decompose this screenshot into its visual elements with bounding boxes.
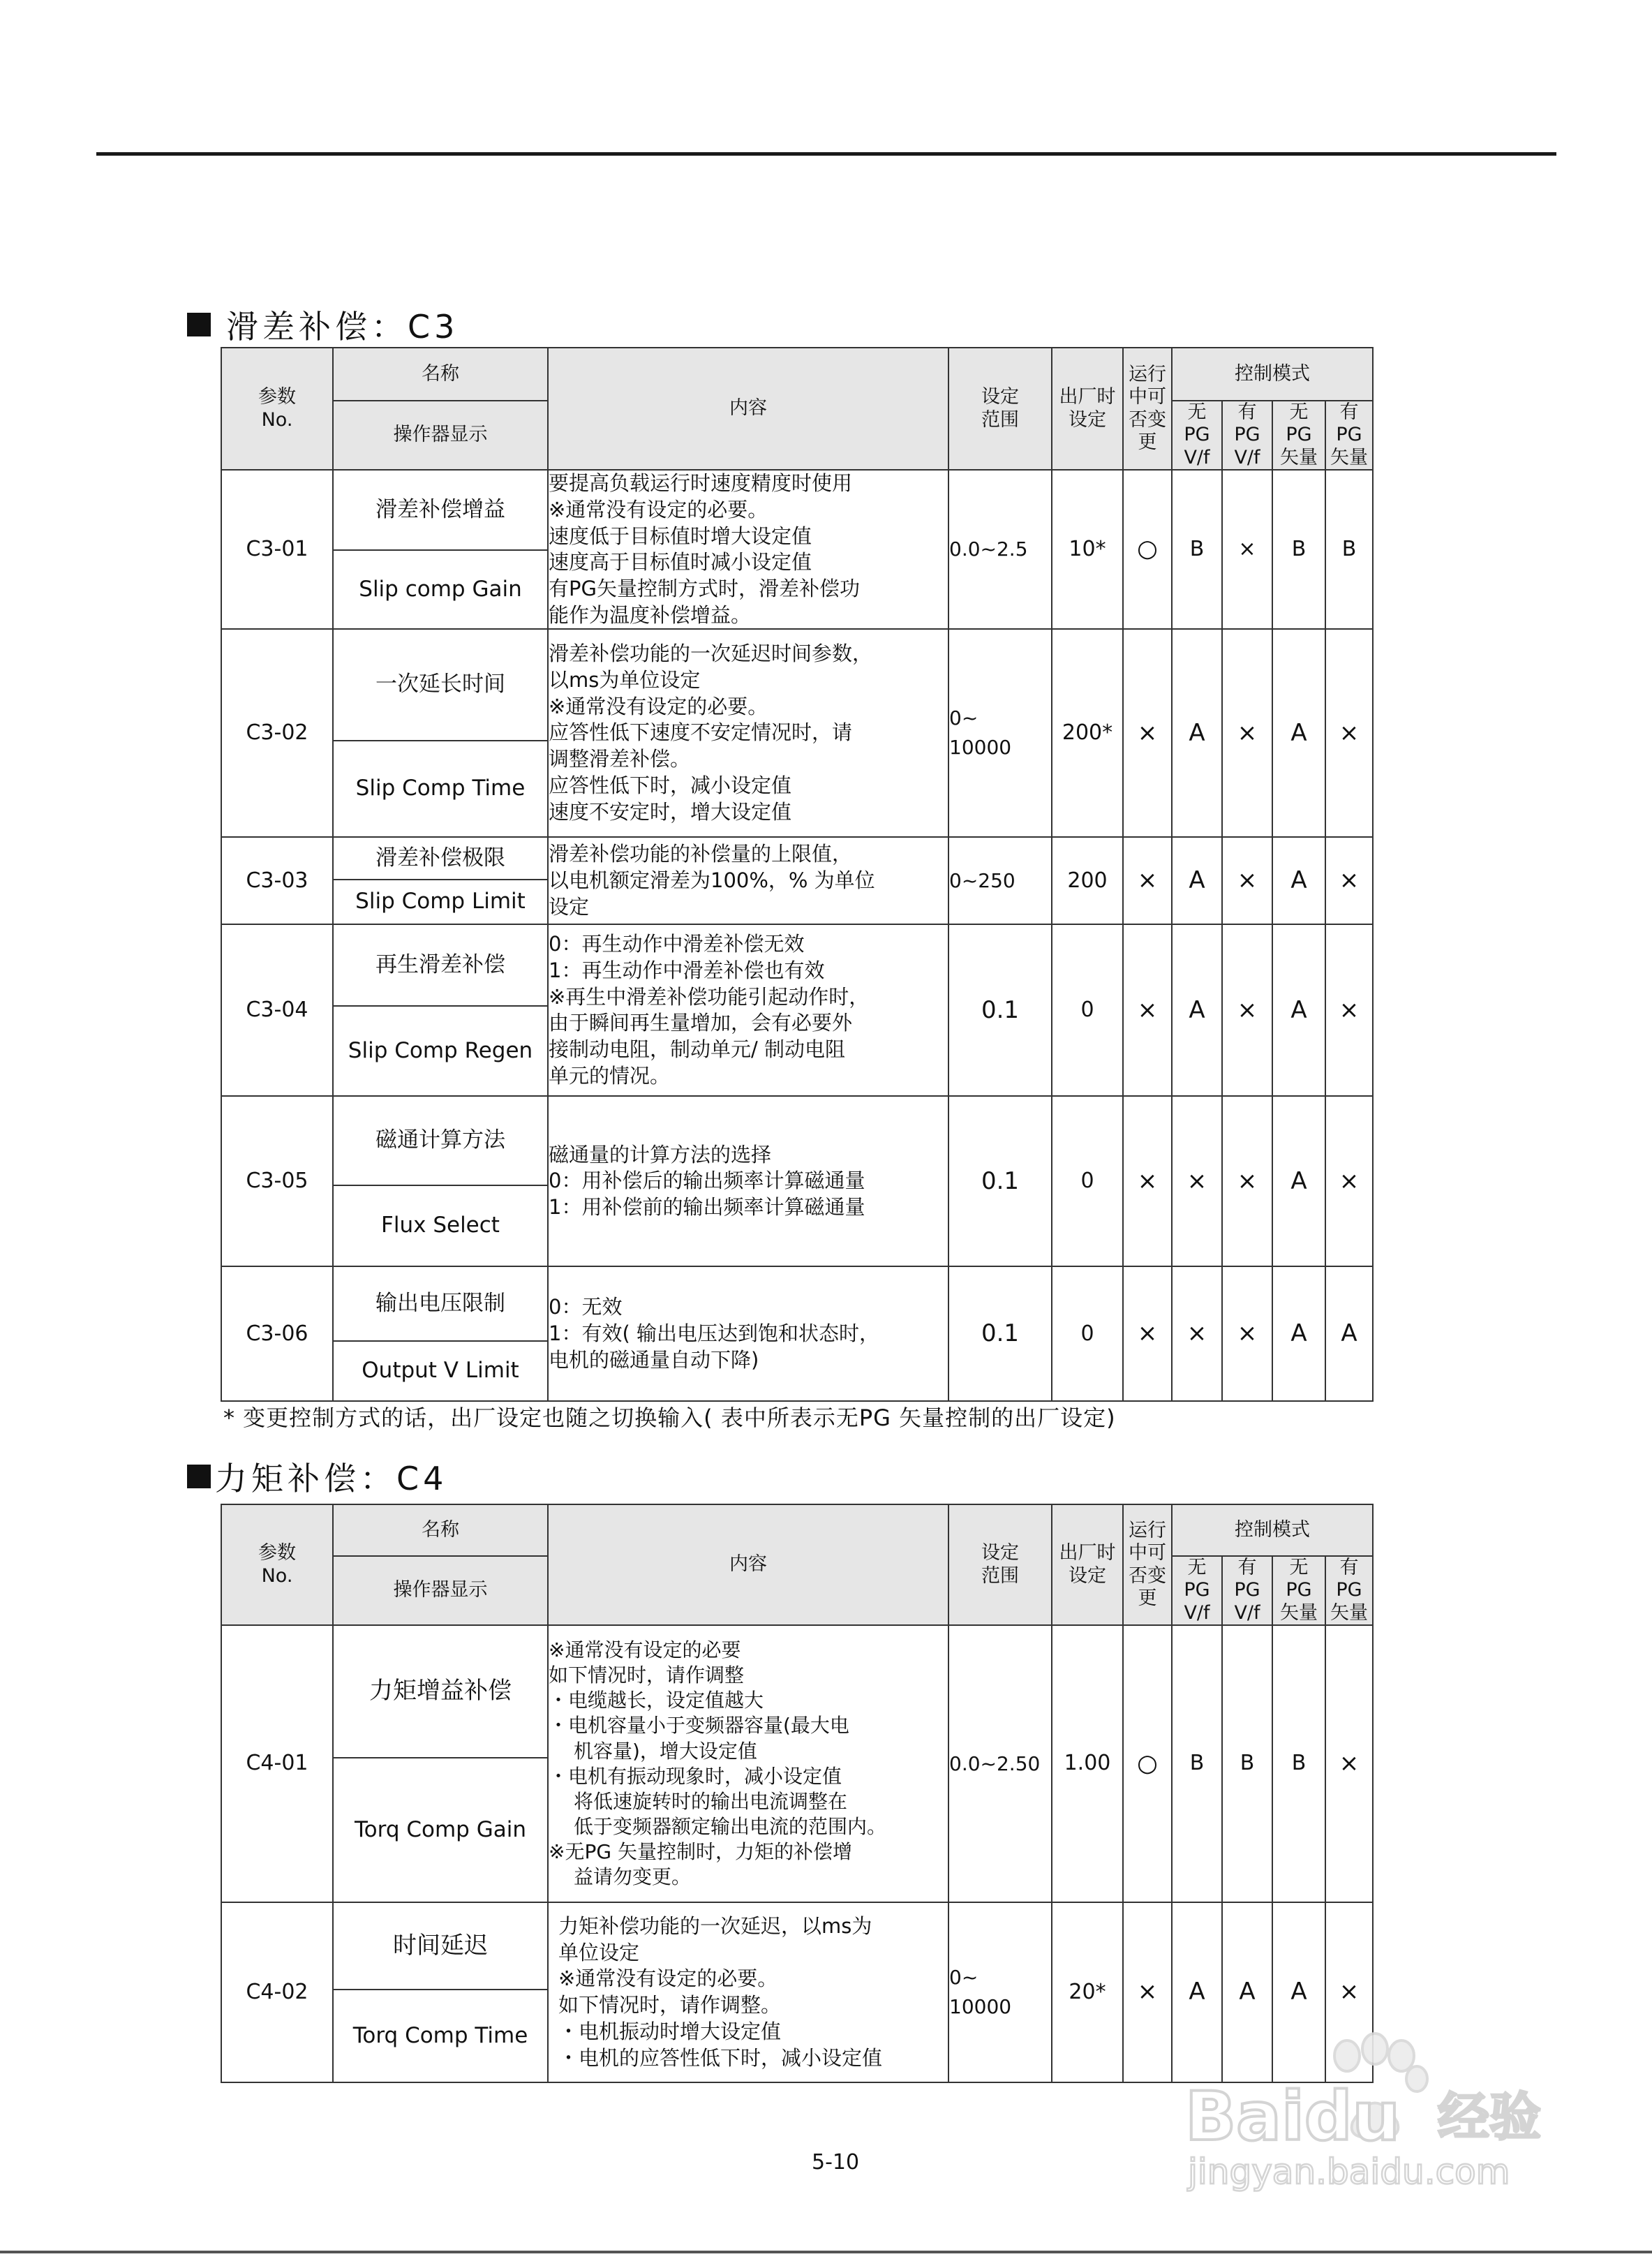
mode-1: A xyxy=(1172,924,1222,1096)
mode-2: × xyxy=(1222,629,1272,837)
table-c4 xyxy=(221,1504,1374,2083)
section-title-c3 xyxy=(187,302,459,348)
square-bullet-icon xyxy=(187,1465,211,1488)
section-title-c4-text: 力矩补偿：C4 xyxy=(215,1460,448,1497)
mode-3: A xyxy=(1272,1096,1325,1266)
table-row xyxy=(221,924,1373,1006)
mode-4: B xyxy=(1325,470,1373,629)
table-row xyxy=(221,470,1373,550)
param-range: 0.1 xyxy=(948,1096,1052,1266)
header-mode-1: 无 PG V/f xyxy=(1172,401,1222,470)
param-runtime: × xyxy=(1123,1902,1172,2082)
param-factory: 200* xyxy=(1052,629,1123,837)
table-row xyxy=(221,1902,1373,1990)
square-bullet-icon xyxy=(187,313,211,336)
param-runtime: × xyxy=(1123,1266,1172,1401)
param-content: 要提高负载运行时速度精度时使用 ※通常没有设定的必要。 速度低于目标值时增大设定值 速度高于目标值时减小设定值 有PG矢量控制方式时，滑差补偿功 能作为温度补偿增益。 xyxy=(548,470,948,629)
header-name: 名称 xyxy=(333,348,548,401)
param-no: C4-02 xyxy=(221,1902,333,2082)
header-content: 内容 xyxy=(548,1504,948,1625)
param-range: 0~ 10000 xyxy=(948,1902,1052,2082)
param-display: Torq Comp Time xyxy=(333,1990,548,2082)
param-no: C3-02 xyxy=(221,629,333,837)
header-mode-4: 有 PG 矢量 xyxy=(1325,1556,1373,1625)
table-row xyxy=(221,837,1373,880)
param-content: 0：无效 1：有效( 输出电压达到饱和状态时， 电机的磁通量自动下降) xyxy=(548,1266,948,1401)
mode-2: × xyxy=(1222,924,1272,1096)
param-range: 0.0~2.50 xyxy=(948,1625,1052,1902)
header-display: 操作器显示 xyxy=(333,1556,548,1625)
section-title-c3-text: 滑差补偿：C3 xyxy=(226,308,459,346)
param-no: C3-04 xyxy=(221,924,333,1096)
param-range: 0~ 10000 xyxy=(948,629,1052,837)
mode-1: A xyxy=(1172,1902,1222,2082)
header-range: 设定 范围 xyxy=(948,348,1052,470)
param-runtime: ○ xyxy=(1123,470,1172,629)
header-runtime: 运行 中可 否变 更 xyxy=(1123,1504,1172,1625)
header-factory: 出厂时 设定 xyxy=(1052,1504,1123,1625)
param-name: 再生滑差补偿 xyxy=(333,924,548,1006)
header-range: 设定 范围 xyxy=(948,1504,1052,1625)
param-display: Slip Comp Limit xyxy=(333,880,548,924)
table-c3 xyxy=(221,347,1374,1402)
param-display: Flux Select xyxy=(333,1185,548,1266)
param-no: C3-05 xyxy=(221,1096,333,1266)
param-name: 力矩增益补偿 xyxy=(333,1625,548,1758)
mode-4: × xyxy=(1325,1625,1373,1902)
mode-2: × xyxy=(1222,837,1272,924)
header-mode-4: 有 PG 矢量 xyxy=(1325,401,1373,470)
mode-3: A xyxy=(1272,1266,1325,1401)
header-factory: 出厂时 设定 xyxy=(1052,348,1123,470)
bottom-rule xyxy=(0,2251,1652,2253)
param-display: Torq Comp Gain xyxy=(333,1758,548,1902)
mode-1: B xyxy=(1172,470,1222,629)
param-display: Slip comp Gain xyxy=(333,550,548,630)
param-content: 滑差补偿功能的一次延迟时间参数， 以ms为单位设定 ※通常没有设定的必要。 应答性低下速度不安定情况时，请 调整滑差补偿。 应答性低下时，减小设定值 速度不安定时，增大设定值 xyxy=(548,629,948,837)
mode-1: B xyxy=(1172,1625,1222,1902)
mode-1: A xyxy=(1172,837,1222,924)
table-row xyxy=(221,1625,1373,1758)
mode-3: B xyxy=(1272,470,1325,629)
param-factory: 0 xyxy=(1052,924,1123,1096)
param-runtime: × xyxy=(1123,1096,1172,1266)
param-factory: 10* xyxy=(1052,470,1123,629)
table-row xyxy=(221,1096,1373,1185)
mode-2: × xyxy=(1222,1266,1272,1401)
param-no: C3-06 xyxy=(221,1266,333,1401)
mode-3: A xyxy=(1272,924,1325,1096)
param-factory: 20* xyxy=(1052,1902,1123,2082)
header-param-no: 参数 No. xyxy=(221,1504,333,1625)
baidu-watermark-url: jingyan.baidu.com xyxy=(1188,2151,1510,2192)
mode-4: × xyxy=(1325,837,1373,924)
param-range: 0.0~2.5 xyxy=(948,470,1052,629)
header-control-mode: 控制模式 xyxy=(1172,348,1373,401)
param-runtime: × xyxy=(1123,924,1172,1096)
header-mode-2: 有 PG V/f xyxy=(1222,1556,1272,1625)
mode-2: × xyxy=(1222,1096,1272,1266)
baidu-watermark-brand-cn: 经验 xyxy=(1438,2087,1541,2147)
param-range: 0~250 xyxy=(948,837,1052,924)
header-mode-2: 有 PG V/f xyxy=(1222,401,1272,470)
param-no: C3-01 xyxy=(221,470,333,629)
page-number: 5-10 xyxy=(812,2150,860,2175)
param-name: 输出电压限制 xyxy=(333,1266,548,1341)
param-no: C4-01 xyxy=(221,1625,333,1902)
header-runtime: 运行 中可 否变 更 xyxy=(1123,348,1172,470)
section-title-c4 xyxy=(187,1453,447,1499)
header-param-no: 参数 No. xyxy=(221,348,333,470)
mode-1: A xyxy=(1172,629,1222,837)
param-display: Slip Comp Time xyxy=(333,741,548,837)
mode-4: × xyxy=(1325,924,1373,1096)
param-runtime: ○ xyxy=(1123,1625,1172,1902)
mode-1: × xyxy=(1172,1266,1222,1401)
header-content: 内容 xyxy=(548,348,948,470)
param-factory: 200 xyxy=(1052,837,1123,924)
top-rule xyxy=(96,152,1556,156)
param-runtime: × xyxy=(1123,837,1172,924)
param-name: 一次延长时间 xyxy=(333,629,548,741)
mode-2: A xyxy=(1222,1902,1272,2082)
param-name: 滑差补偿增益 xyxy=(333,470,548,550)
mode-1: × xyxy=(1172,1096,1222,1266)
baidu-watermark-brand: Baidu xyxy=(1185,2077,1400,2156)
param-name: 滑差补偿极限 xyxy=(333,837,548,880)
header-mode-3: 无 PG 矢量 xyxy=(1272,1556,1325,1625)
param-factory: 0 xyxy=(1052,1096,1123,1266)
param-display: Output V Limit xyxy=(333,1341,548,1401)
param-content: ※通常没有设定的必要 如下情况时，请作调整 ・电缆越长，设定值越大 ・电机容量小于变频器容量(最大电 机容量)，增大设定值 ・电机有振动现象时，减小设定值 将低速旋转时的输出电流调整在 低于变频器额定输出电流的范围内。 ※无PG 矢量控制时，力矩的补偿增 益请勿变更。 xyxy=(548,1625,948,1902)
mode-3: B xyxy=(1272,1625,1325,1902)
header-display: 操作器显示 xyxy=(333,401,548,470)
param-content: 0：再生动作中滑差补偿无效 1：再生动作中滑差补偿也有效 ※再生中滑差补偿功能引起动作时， 由于瞬间再生量增加，会有必要外 接制动电阻，制动单元/ 制动电阻 单元的情况。 xyxy=(548,924,948,1096)
mode-3: A xyxy=(1272,1902,1325,2082)
mode-2: × xyxy=(1222,470,1272,629)
param-no: C3-03 xyxy=(221,837,333,924)
param-name: 磁通计算方法 xyxy=(333,1096,548,1185)
param-name: 时间延迟 xyxy=(333,1902,548,1990)
footnote: * 变更控制方式的话，出厂设定也随之切换输入( 表中所表示无PG 矢量控制的出厂设定) xyxy=(223,1405,1116,1431)
param-range: 0.1 xyxy=(948,924,1052,1096)
mode-4: × xyxy=(1325,1902,1373,2082)
header-control-mode: 控制模式 xyxy=(1172,1504,1373,1556)
header-name: 名称 xyxy=(333,1504,548,1556)
baidu-watermark-logo xyxy=(1173,2017,1563,2192)
table-row xyxy=(221,1266,1373,1341)
mode-3: A xyxy=(1272,629,1325,837)
param-content: 滑差补偿功能的补偿量的上限值， 以电机额定滑差为100%，% 为单位 设定 xyxy=(548,837,948,924)
param-content: 力矩补偿功能的一次延迟，以ms为 单位设定 ※通常没有设定的必要。 如下情况时，请作调整。 ・电机振动时增大设定值 ・电机的应答性低下时，减小设定值 xyxy=(548,1902,948,2082)
param-factory: 1.00 xyxy=(1052,1625,1123,1902)
param-content: 磁通量的计算方法的选择 0：用补偿后的输出频率计算磁通量 1：用补偿前的输出频率计算磁通量 xyxy=(548,1096,948,1266)
mode-3: A xyxy=(1272,837,1325,924)
header-mode-3: 无 PG 矢量 xyxy=(1272,401,1325,470)
mode-4: × xyxy=(1325,629,1373,837)
param-display: Slip Comp Regen xyxy=(333,1006,548,1096)
param-factory: 0 xyxy=(1052,1266,1123,1401)
header-mode-1: 无 PG V/f xyxy=(1172,1556,1222,1625)
table-row xyxy=(221,629,1373,741)
param-runtime: × xyxy=(1123,629,1172,837)
mode-2: B xyxy=(1222,1625,1272,1902)
mode-4: A xyxy=(1325,1266,1373,1401)
param-range: 0.1 xyxy=(948,1266,1052,1401)
mode-4: × xyxy=(1325,1096,1373,1266)
